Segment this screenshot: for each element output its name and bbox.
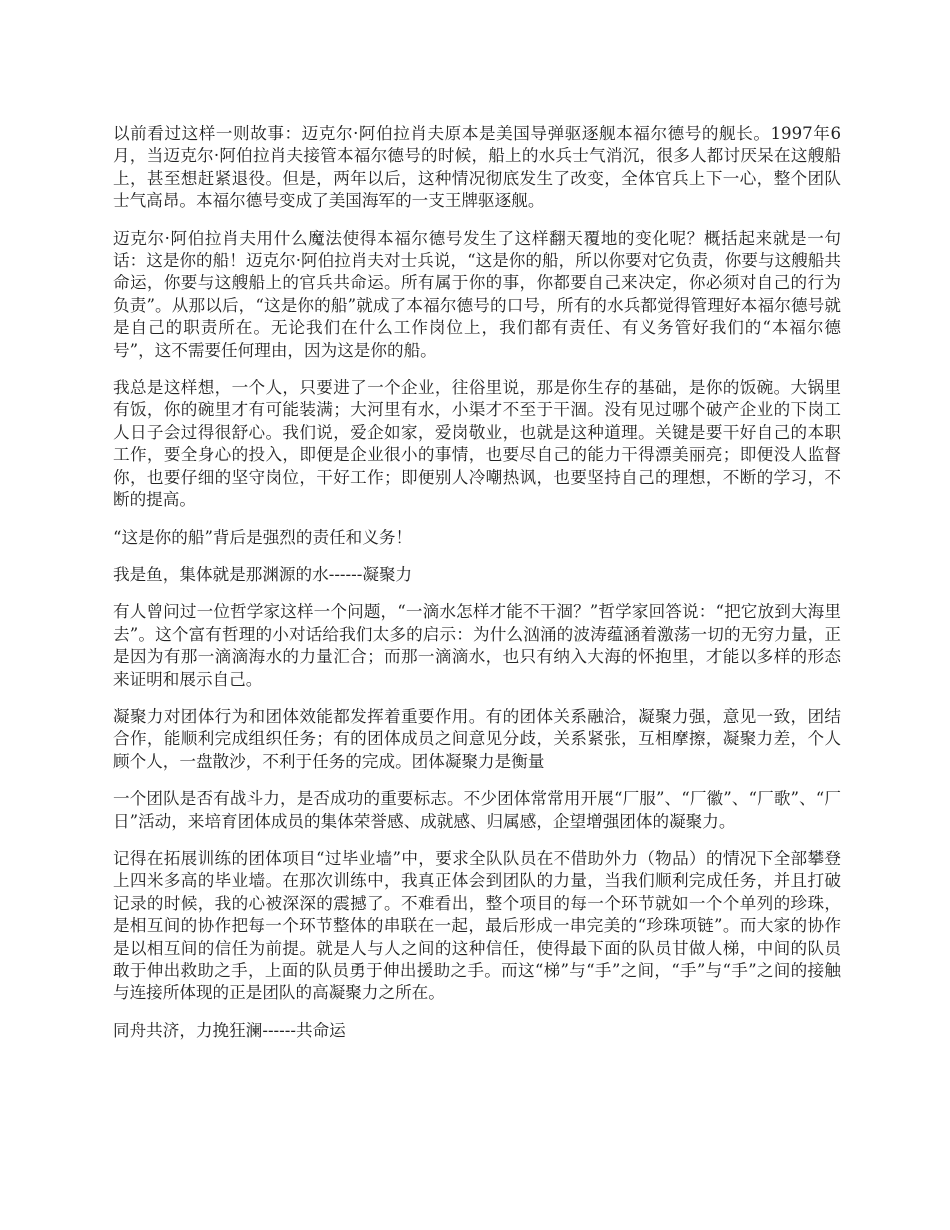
paragraph-graduation-wall: 记得在拓展训练的团体项目“过毕业墙”中，要求全队队员在不借助外力（物品）的情况下全部攀登上四米多高的毕业墙。在那次训练中，我真正体会到团队的力量，当我们顺利完成任务，并且打破记录的时候，我的心被深深的震撼了。不难看出，整个项目的每一个环节就如一个个单列的珍珠，是相互间的协作把每一个环节整体的串联在一起，最后形成一串完美的“珍珠项链”。而大家的协作是以相互间的信任为前提。就是人与人之间的这种信任，使得最下面的队员甘做人梯，中间的队员敢于伸出救助之手，上面的队员勇于伸出援助之手。而这“梯”与“手”之间，“手”与“手”之间的接触与连接所体现的正是团队的高凝聚力之所在。 (113, 848, 841, 1003)
document-body (113, 123, 841, 1057)
paragraph-ship-story: 以前看过这样一则故事：迈克尔·阿伯拉肖夫原本是美国导弹驱逐舰本福尔德号的舰长。1997年6月，当迈克尔·阿伯拉肖夫接管本福尔德号的时候，船上的水兵士气消沉，很多人都讨厌呆在这艘船上，甚至想赶紧退役。但是，两年以后，这种情况彻底发生了改变，全体官兵上下一心，整个团队士气高昂。本福尔德号变成了美国海军的一支王牌驱逐舰。 (113, 124, 841, 211)
paragraph-cohesion-effect: 凝聚力对团体行为和团体效能都发挥着重要作用。有的团体关系融洽，凝聚力强，意见一致，团结合作，能顺利完成组织任务；有的团体成员之间意见分歧，关系紧张，互相摩擦，凝聚力差，个人顾个人，一盘散沙，不利于任务的完成。团体凝聚力是衡量 (113, 706, 841, 771)
paragraph-enterprise-duty: 我总是这样想，一个人，只要进了一个企业，往俗里说，那是你生存的基础，是你的饭碗。大锅里有饭，你的碗里才有可能装满；大河里有水，小渠才不至于干涸。没有见过哪个破产企业的下岗工人日子会过得很舒心。我们说，爱企如家，爱岗敬业，也就是这种道理。关键是要干好自己的本职工作，要全身心的投入，即便是企业很小的事情，也要尽自己的能力干得漂美丽亮；即便没人监督你，也要仔细的坚守岗位，干好工作；即便别人冷嘲热讽，也要坚持自己的理想，不断的学习，不断的提高。 (113, 378, 841, 510)
section-heading-shared-destiny: 同舟共济，力挽狂澜------共命运 (113, 1020, 346, 1040)
paragraph-team-strength: 一个团队是否有战斗力，是否成功的重要标志。不少团体常常用开展“厂服”、“厂徽”、“厂歌”、“厂日”活动，来培育团体成员的集体荣誉感、成就感、归属感，企望增强团体的凝聚力。 (113, 789, 841, 831)
section-heading-cohesion: 我是鱼，集体就是那渊源的水------凝聚力 (113, 564, 413, 584)
paragraph-this-is-your-ship: 迈克尔·阿伯拉肖夫用什么魔法使得本福尔德号发生了这样翻天覆地的变化呢？概括起来就是一句话：这是你的船！迈克尔·阿伯拉肖夫对士兵说，“这是你的船，所以你要对它负责，你要与这艘船共命运，你要与这艘船上的官兵共命运。所有属于你的事，你都要自己来决定，你必须对自己的行为负责”。从那以后，“这是你的船”就成了本福尔德号的口号，所有的水兵都觉得管理好本福尔德号就是自己的职责所在。无论我们在什么工作岗位上，我们都有责任、有义务管好我们的“本福尔德号”，这不需要任何理由，因为这是你的船。 (113, 228, 841, 360)
paragraph-responsibility-summary: “这是你的船”背后是强烈的责任和义务！ (113, 527, 413, 547)
paragraph-water-drop: 有人曾问过一位哲学家这样一个问题，“一滴水怎样才能不干涸？”哲学家回答说：“把它放到大海里去”。这个富有哲理的小对话给我们太多的启示：为什么汹涌的波涛蕴涵着激荡一切的无穷力量，正是因为有那一滴滴海水的力量汇合；而那一滴滴水，也只有纳入大海的怀抱里，才能以多样的形态来证明和展示自己。 (113, 602, 841, 689)
